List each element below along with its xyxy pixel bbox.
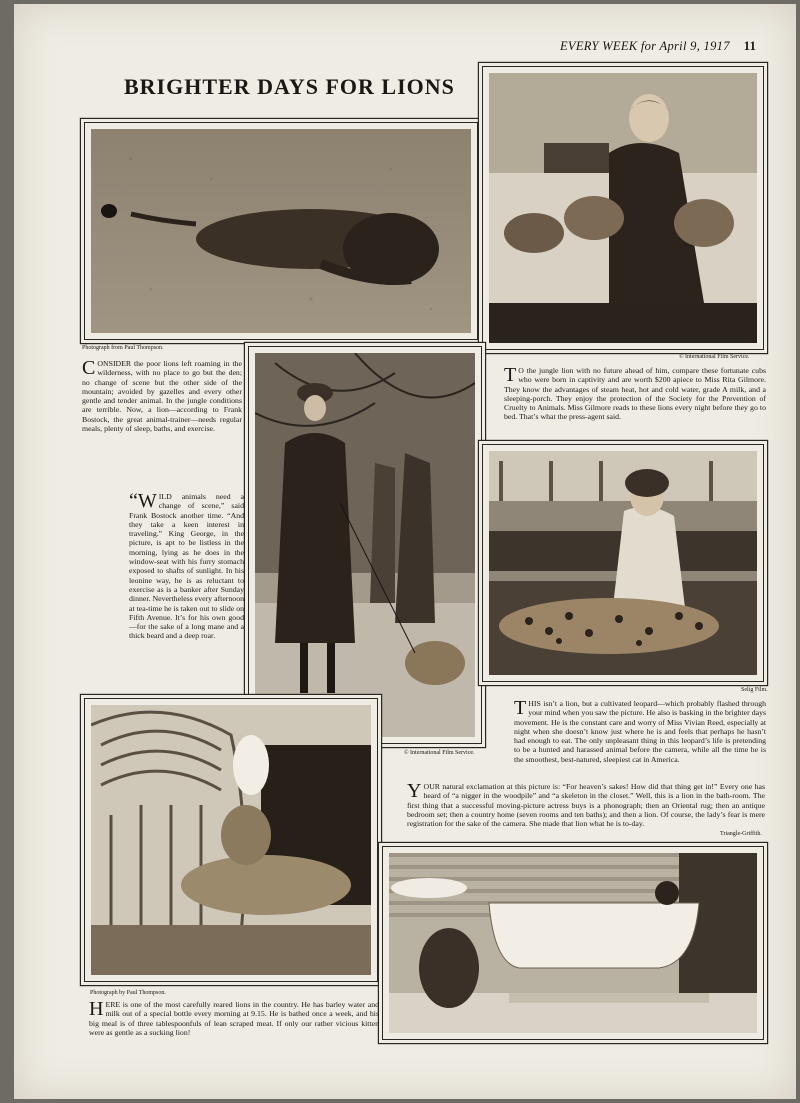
text-natural-body: OUR natural exclamation at this picture is: “For heaven’s sakes! How did that thing get in!” Every one has heard of “a nigger in the woodpile” and “a skeleton in the closet.” Well, this is a lion in the bath-room. The first thing that a successful moving-picture actress buys is a phonograph; then an Oriental rug; then an antique bedroom set; then a country home (seven rooms and ten baths); and then a lion. Of course, the lady’s fear is mere registration for the sake of the camera. She made that lion what he is to-day. (407, 782, 765, 829)
photo-credit-1: Photograph from Paul Thompson. (82, 345, 164, 351)
photo-woman-walking-lion (255, 353, 475, 737)
photo-lion-in-bathroom (389, 853, 757, 1033)
photo-credit-3: © International Film Service. (404, 750, 475, 756)
photo-frame-lioness (84, 122, 478, 340)
running-head (560, 39, 785, 54)
drop-cap: Y (407, 780, 422, 802)
drop-cap: “W (129, 490, 157, 512)
photo-frame-wicker (84, 698, 378, 982)
photo-frame-leopard (482, 444, 764, 682)
photo-frame-street (248, 346, 482, 744)
text-wild-animals (129, 492, 244, 641)
text-here-body: ERE is one of the most carefully reared lions in the country. He has barley water and milk out of a special bottle every morning at 9.15. He is bathed once a week, and his big meal is of three tablespoonfuls of lean scraped meat. If only our rather vicious kitten were as gentle as a sucking lion! (89, 1000, 379, 1037)
photo-woman-with-cubs (489, 73, 757, 343)
text-natural-exclamation (407, 782, 765, 828)
magazine-page (14, 4, 796, 1099)
text-jungle (504, 366, 766, 422)
drop-cap: C (82, 357, 96, 379)
photo-frame-bathroom (382, 846, 764, 1040)
text-leopard-body: HIS isn’t a lion, but a cultivated leopard—which probably flashed through your mind when you saw the picture. He also is basking in the brighter days movement. He is the constant care and worry of Miss Vivian Reed, especially at night when she doesn’t know just where he is and feels that perhaps he hasn’t had enough to eat. The only unpleasant thing in this leopard’s life is pretending to be a hunted and harassed animal before the camera, while all the time he is the smoothest, best-natured, sleepiest cat in America. (514, 699, 766, 764)
running-head-text: EVERY WEEK for April 9, 1917 (560, 39, 730, 53)
text-wild-body: ILD animals need a change of scene,” said Frank Bostock another time. “And they take a keen interest in traveling.” King George, in the picture, is apt to be listless in the morning, lying as he does in the window-seat with his furry stomach exposed to shafts of sunlight. In his leonine way, he is as reluctant to exercise as is a banker after Sunday dinner. Nevertheless every afternoon at tea-time he is taken out to slide on Fifth Avenue. It’s for his own good—for the sake of a long mane and a thick beard and a deep roar. (129, 492, 244, 641)
drop-cap: H (89, 998, 104, 1020)
photo-credit-4: Selig Film. (741, 687, 768, 693)
text-here-is-one (89, 1000, 379, 1037)
photo-woman-with-leopard (489, 451, 757, 675)
photo-credit-2: © International Film Service. (679, 354, 750, 360)
photo-credit-6: Triangle-Griffith. (720, 831, 762, 837)
drop-cap: T (514, 697, 527, 719)
text-consider-body: ONSIDER the poor lions left roaming in the wilderness, with no place to go but the den; no change of scene but the other side of the mountain; avoided by gazelles and every other gentle and tender animal. In the jungle conditions are terrible. Now, a lion—according to Frank Bostock, the great animal-trainer—needs regular meals, plenty of sleep, baths, and exercise. (82, 359, 242, 434)
photo-credit-5: Photograph by Paul Thompson. (90, 990, 166, 996)
photo-lion-cub-wicker (91, 705, 371, 975)
text-consider (82, 359, 242, 433)
article-title: BRIGHTER DAYS FOR LIONS (124, 74, 455, 99)
text-jungle-body: O the jungle lion with no future ahead of him, compare these fortunate cubs who were born in captivity and are worth $200 apiece to Miss Rita Gilmore. They know the advantages of steam heat, hot and cold water, grade A milk, and a sleeping-porch. They enjoy the protection of the Society for the Prevention of Cruelty to Animals. Miss Gilmore reads to these lions every night before they go to bed. That’s what the press-agent said. (504, 366, 766, 422)
text-leopard (514, 699, 766, 764)
photo-frame-cubs (482, 66, 764, 350)
photo-lioness-lying (91, 129, 471, 333)
page-number: 11 (743, 39, 757, 53)
drop-cap: T (504, 364, 517, 386)
